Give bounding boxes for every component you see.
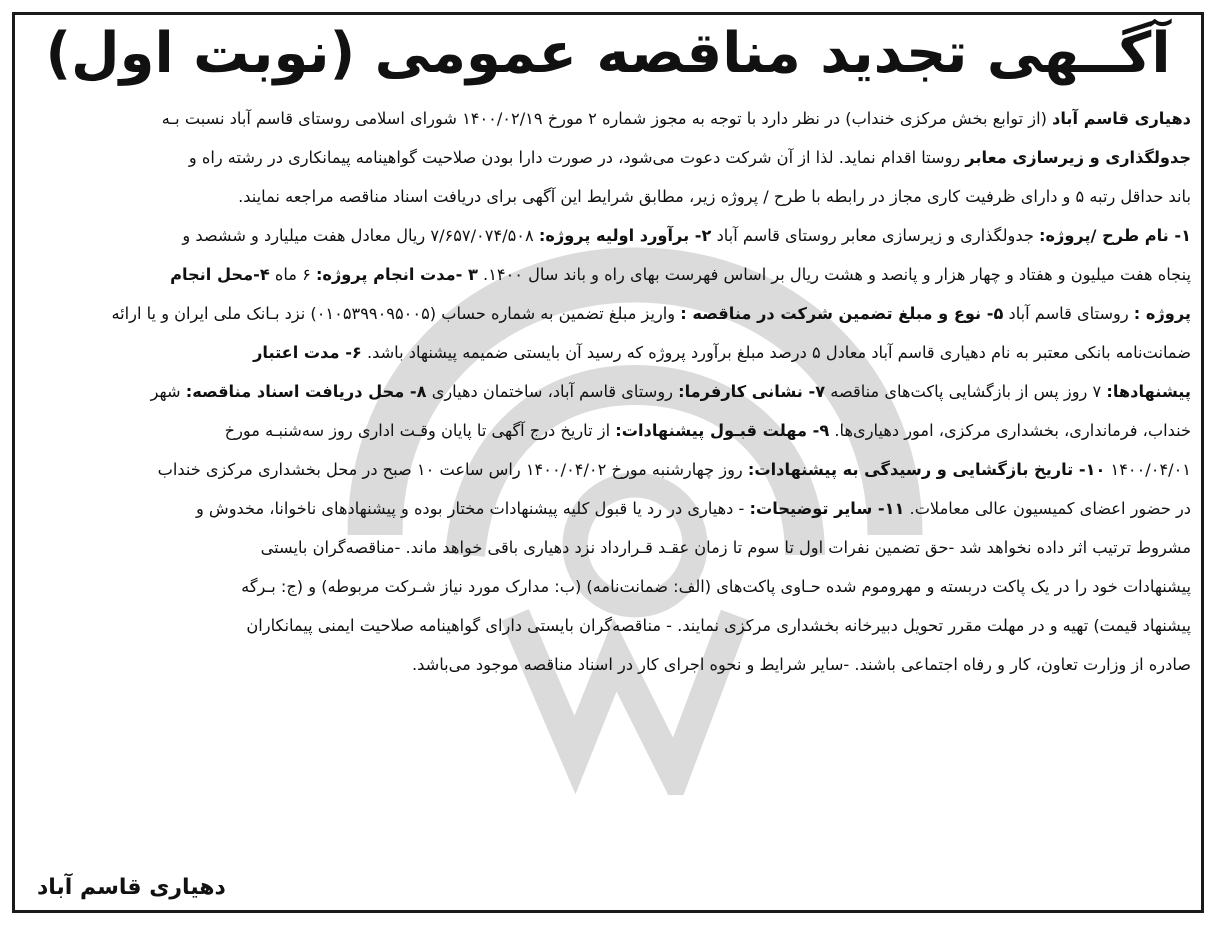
ad-line-text: از تاریخ درج آگهی تا پایان وقـت اداری روز سه‌شنبـه مورخ: [224, 421, 616, 440]
ad-line-text: جدولگذاری و زیرسازی معابر روستای قاسم آباد: [711, 226, 1039, 245]
ad-line: [25, 606, 1191, 645]
ad-line-text: صادره از وزارت تعاون، کار و رفاه اجتماعی باشند. -سایر شرایط و نحوه اجرای کار در اسناد مناقصه موجود می‌باشد.: [411, 655, 1191, 674]
ad-line: [25, 567, 1191, 606]
ad-line-text: پیشنهاد قیمت) تهیه و در مهلت مقرر تحویل دبیرخانه بخشداری مرکزی نمایند. - مناقصه‌گران بایستی دارای گواهینامه صلاحیت ایمنی پیمانکاران: [246, 616, 1191, 635]
ad-line-text: پنجاه هفت میلیون و هفتاد و چهار هزار و پانصد و هشت ریال بر اساس فهرست بهای راه و باند سال ۱۴۰۰.: [477, 265, 1191, 284]
ad-line: [25, 99, 1191, 138]
ad-line-heading: ۱۰- تاریخ بازگشایی و رسیدگی به پیشنهادات:: [747, 460, 1106, 479]
ad-line: [25, 489, 1191, 528]
ad-line-text: واریز مبلغ تضمین به شماره حساب (۰۱۰۵۳۹۹۰۹۵۰۰۵) نزد بـانک ملی ایران و یا ارائه: [111, 304, 681, 323]
ad-line-heading: ۳ -مدت انجام پروژه:: [315, 265, 478, 284]
ad-line-text: پیشنهادات خود را در یک پاکت دربسته و مهروموم شده حـاوی پاکت‌های (الف: ضمانت‌نامه) (ب: مدارک مورد نیاز شـرکت مربوطه) و (ج: بـرگه: [241, 577, 1191, 596]
ad-line-heading: ۹- مهلت قبـول پیشنهادات:: [615, 421, 830, 440]
ad-line-heading: ۴-محل انجام: [170, 265, 270, 284]
ad-line-text: ۷ روز پس از بازگشایی پاکت‌های مناقصه: [825, 382, 1107, 401]
ad-line: [25, 372, 1191, 411]
signature: دهیاری قاسم آباد: [37, 875, 226, 900]
ad-line-heading: پروژه :: [1133, 304, 1191, 323]
ad-body: [25, 99, 1191, 684]
ad-line-heading: ۶- مدت اعتبار: [253, 343, 362, 362]
ad-line: [25, 450, 1191, 489]
ad-line-text: روستای قاسم آباد: [1003, 304, 1134, 323]
ad-line-text: روستای قاسم آباد، ساختمان دهیاری: [426, 382, 679, 401]
ad-line-text: (از توابع بخش مرکزی خنداب) در نظر دارد با توجه به مجوز شماره ۲ مورخ ۱۴۰۰/۰۲/۱۹ شورای اسلامی روستای قاسم آباد نسبت بـه: [161, 109, 1053, 128]
ad-line-text: خنداب، فرمانداری، بخشداری مرکزی، امور دهیاری‌ها.: [829, 421, 1191, 440]
ad-line: [25, 294, 1191, 333]
ad-line-text: مشروط ترتیب اثر داده نخواهد شد -حق تضمین نفرات اول تا سوم تا زمان عقـد قـرارداد نزد دهیاری باقی خواهد ماند. -مناقصه‌گران بایستی: [260, 538, 1191, 557]
ad-line-text: ضمانت‌نامه بانکی معتبر به نام دهیاری قاسم آباد معادل ۵ درصد مبلغ برآورد پروژه که رسید آن بایستی ضمیمه پیشنهاد باشد.: [361, 343, 1191, 362]
ad-line-text: در حضور اعضای کمیسیون عالی معاملات.: [904, 499, 1191, 518]
ad-line-heading: ۲- برآورد اولیه پروژه:: [538, 226, 712, 245]
ad-line: [25, 255, 1191, 294]
ad-line-heading: ۱۱- سایر توضیحات:: [749, 499, 905, 518]
ad-line-text: - دهیاری در رد یا قبول کلیه پیشنهادات مختار بوده و پیشنهادهای ناخوانا، مخدوش و: [195, 499, 750, 518]
ad-title: آگــهی تجدید مناقصه عمومی (نوبت اول): [45, 21, 1171, 86]
ad-line: [25, 411, 1191, 450]
ad-line-heading: جدولگذاری و زیرسازی معابر: [965, 148, 1191, 167]
ad-line-text: ۱۴۰۰/۰۴/۰۱: [1105, 460, 1191, 479]
ad-line-text: ۷/۶۵۷/۰۷۴/۵۰۸ ریال معادل هفت میلیارد و ششصد و: [182, 226, 539, 245]
ad-line-heading: ۸- محل دریافت اسناد مناقصه:: [185, 382, 427, 401]
ad-line: [25, 645, 1191, 684]
ad-line-heading: پیشنهادها:: [1106, 382, 1191, 401]
ad-line: [25, 528, 1191, 567]
ad-line-text: روز چهارشنبه مورخ ۱۴۰۰/۰۴/۰۲ راس ساعت ۱۰ صبح در محل بخشداری مرکزی خنداب: [157, 460, 748, 479]
ad-line-text: ۶ ماه: [269, 265, 316, 284]
ad-line-heading: ۷- نشانی کارفرما:: [678, 382, 826, 401]
ad-line: [25, 333, 1191, 372]
ad-line-heading: ۱- نام طرح /پروژه:: [1039, 226, 1191, 245]
ad-line: [25, 216, 1191, 255]
ad-line-text: روستا اقدام نماید. لذا از آن شرکت دعوت می‌شود، در صورت دارا بودن صلاحیت گواهینامه پیمانکاری در رشته راه و: [188, 148, 966, 167]
ad-line-text: شهر: [150, 382, 186, 401]
ad-line: [25, 138, 1191, 177]
ad-line-heading: ۵- نوع و مبلغ تضمین شرکت در مناقصه :: [680, 304, 1004, 323]
ad-line-text: باند حداقل رتبه ۵ و دارای ظرفیت کاری مجاز در رابطه با طرح / پروژه زیر، مطابق شرایط این آگهی برای دریافت اسناد مناقصه مراجعه نمایند.: [238, 187, 1191, 206]
ad-line-heading: دهیاری قاسم آباد: [1052, 109, 1191, 128]
ad-frame: [12, 12, 1204, 913]
ad-line: [25, 177, 1191, 216]
